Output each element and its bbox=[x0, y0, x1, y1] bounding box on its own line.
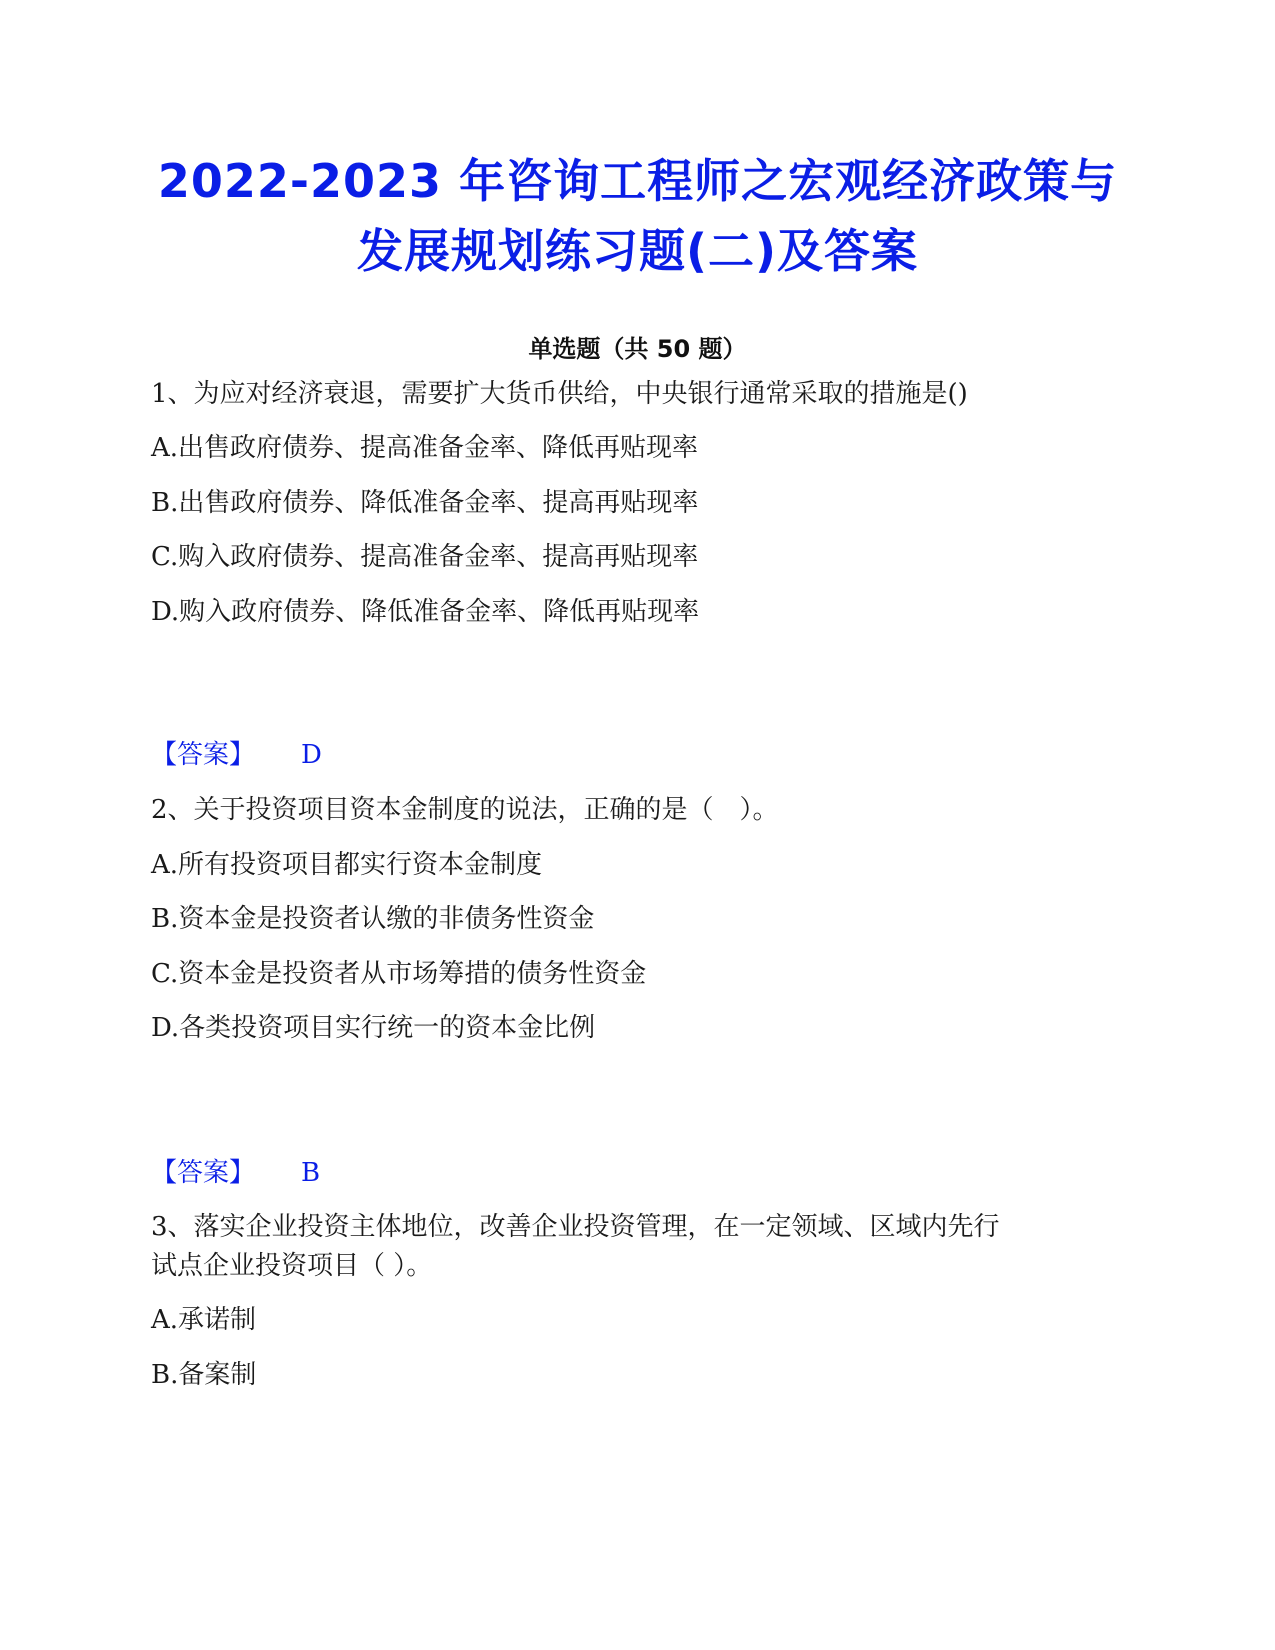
question-1-answer bbox=[151, 742, 322, 768]
question-2-stem: 2、关于投资项目资本金制度的说法，正确的是（ ）。 bbox=[151, 795, 779, 825]
document-title-line-1: 2022-2023 年咨询工程师之宏观经济政策与 bbox=[157, 154, 1118, 208]
question-1-option-b: B.出售政府债券、降低准备金率、提高再贴现率 bbox=[151, 488, 699, 518]
document-title-line-2: 发展规划练习题(二)及答案 bbox=[356, 224, 919, 278]
question-2-option-d: D.各类投资项目实行统一的资本金比例 bbox=[151, 1013, 596, 1043]
section-header: 单选题（共 50 题） bbox=[528, 335, 747, 363]
answer-label: 【答案】 bbox=[151, 1158, 256, 1188]
question-1-option-c: C.购入政府债券、提高准备金率、提高再贴现率 bbox=[151, 542, 699, 572]
question-1-option-a: A.出售政府债券、提高准备金率、降低再贴现率 bbox=[151, 433, 699, 463]
question-3-stem-line-2: 试点企业投资项目（ ）。 bbox=[151, 1251, 433, 1281]
question-3-option-a: A.承诺制 bbox=[151, 1305, 257, 1335]
question-2-option-b: B.资本金是投资者认缴的非债务性资金 bbox=[151, 904, 595, 934]
question-2-option-a: A.所有投资项目都实行资本金制度 bbox=[151, 850, 543, 880]
answer-value: D bbox=[301, 740, 322, 770]
answer-label: 【答案】 bbox=[151, 740, 256, 770]
answer-value: B bbox=[301, 1158, 321, 1188]
question-3-stem-line-1: 3、落实企业投资主体地位，改善企业投资管理，在一定领域、区域内先行 bbox=[151, 1212, 1000, 1242]
question-1-option-d: D.购入政府债券、降低准备金率、降低再贴现率 bbox=[151, 597, 700, 627]
question-2-option-c: C.资本金是投资者从市场筹措的债务性资金 bbox=[151, 959, 647, 989]
question-2-answer bbox=[151, 1160, 320, 1186]
question-3-option-b: B.备案制 bbox=[151, 1360, 257, 1390]
question-1-stem: 1、为应对经济衰退，需要扩大货币供给，中央银行通常采取的措施是() bbox=[151, 379, 968, 409]
